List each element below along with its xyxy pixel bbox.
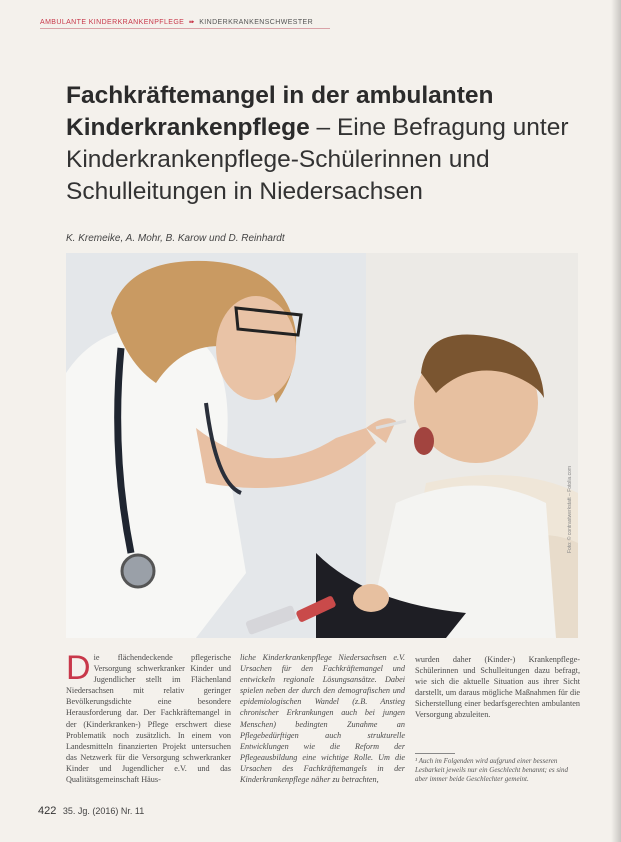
body-column-1 [66,652,231,828]
photo-illustration [66,253,578,638]
page-edge-shadow [611,0,621,842]
subsection-label: KINDERKRANKENSCHWESTER [199,19,314,26]
article-title [66,80,586,208]
section-label: AMBULANTE KINDERKRANKENPFLEGE [40,19,185,26]
body-column-1-text: ie flächendeckende pflegerische Versorgung schwerkranker Kinder und Jugendlicher stellt im Flächenland Niedersachsen mit relativ geringer Bevölkerungsdichte eine besondere Herausforderung dar. Der Fachkräftemangel in der (Kinderkranken-) Pflege erschwert diese Problematik noch zusätzlich. In einem von Landesmitteln finanzierten Projekt untersuchen das Netzwerk für die Versorgung schwerkranker Kinder und Jugendlicher e.V. und das Qualitätsgemeinschaft Häus- [66,653,231,785]
title-main: Fachkräftemangel in der ambulanten Kinderkrankenpflege [66,82,494,141]
footnote-rule [415,753,455,754]
article-photo [66,253,578,638]
body-column-2: liche Kinderkrankenpflege Niedersachsen e.V. Ursachen für den Fachkräftemangel und entwickeln regionale Lösungsansätze. Dabei spielen neben der durch den demografischen und epidemiologischen Wandel (z.B. Anstieg chronischer Erkrankungen auch bei jungen Menschen) bedingten Zunahme an Pflegebedürftigen auch strukturelle Entwicklungen wie die Reform der Pflegeausbildung eine wichtige Rolle. Um die Ursachen des Fachkräftemangels in der Kinderkrankenpflege näher zu betrachten, [240,653,405,785]
title-rest: – Eine Befragung unter Kinderkrankenpflege-Schülerinnen und Schulleitungen in Niedersachsen [66,114,569,205]
page-footer [38,805,144,817]
photo-credit: Foto: © contrastwerkstatt – Fotolia.com [567,465,573,553]
running-header [40,18,313,26]
issue-info: 35. Jg. (2016) Nr. 11 [62,806,145,816]
header-rule [40,28,330,29]
authors: K. Kremeike, A. Mohr, B. Karow und D. Reinhardt [66,233,285,244]
page-number: 422 [38,805,57,817]
footnote: ¹ Auch im Folgenden wird aufgrund einer besseren Lesbarkeit jeweils nur ein Geschlecht benannt; es sind aber immer beide Geschlechter gemeint. [415,757,568,784]
drop-cap: D [66,652,91,687]
arrow-icon: ➠ [188,19,195,26]
body-column-3: wurden daher (Kinder-) Krankenpflege-Schülerinnen und Schulleitungen dazu befragt, wie sich die aktuelle Situation aus ihrer Sicht darstellt, um daraus mögliche Maßnahmen für die Sicherstellung einer bedarfsgerechten ambulanten Versorgung abzuleiten. [415,655,580,720]
